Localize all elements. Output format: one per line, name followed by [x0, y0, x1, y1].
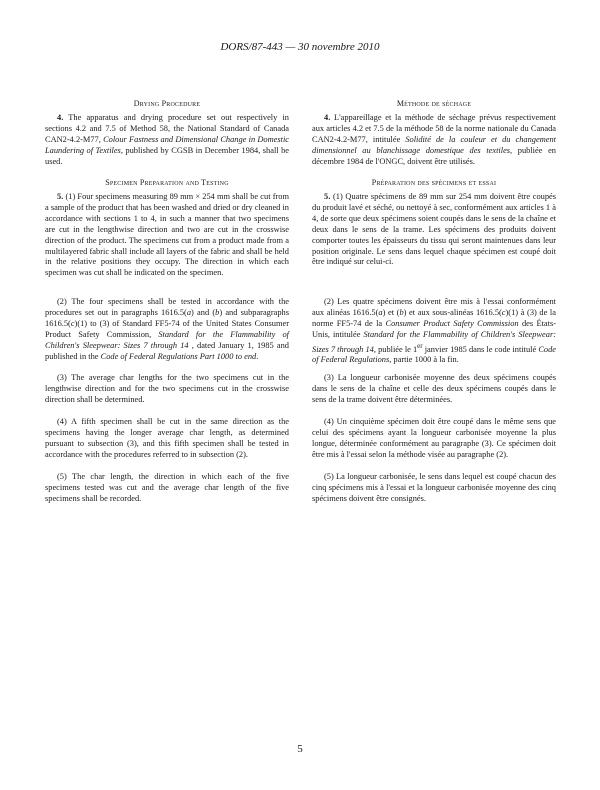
text: )(1) to (3) of Standard FF5-74 of the United States Consumer Product Safety Commission,	[45, 318, 289, 339]
publication-title: Code of Federal Regulations Part 1000 to end	[100, 351, 257, 361]
text: ) et aux sous-alinéas 1616.5(	[403, 307, 502, 317]
text: des États-Unis, intitulée	[312, 318, 557, 339]
italic-letter: b	[399, 307, 404, 317]
text: ) and subparagraphs 1616.5(	[45, 307, 289, 328]
text: (1) Four specimens measuring 89 mm × 254 mm shall be cut from a sample of the product that has been washed and dried or dry cleaned in accordance with sections 1 to 4, in such a manner that two specimens are cut in the lengthwise direction and two are cut in the crosswise direction of the product. The specimens cut from a product made from a multilayered fabric shall include all layers of the fabric and shall be held in the relative positions they occupy. The direction in which each specimen was cut shall be indicated on the specimen.	[45, 192, 290, 278]
text: , publiée le 1	[373, 344, 418, 354]
agency-name: Consumer Product Safety Commission	[385, 318, 519, 328]
text: ) et (	[382, 307, 400, 317]
standard-title: Standard for the Flammability of Children's Sleepwear: Sizes 7 through 14	[45, 329, 289, 350]
publication-title: Code of Federal Regulations	[312, 344, 556, 365]
section-number: 4.	[324, 113, 331, 122]
text: , publiée en décembre 1984 de l'ONGC, doivent être utilisés.	[312, 145, 556, 166]
text: (2) Les quatre spécimens doivent être mis à l'essai conformément aux alinéas 1616.5(	[312, 297, 556, 317]
specimen-preparation-heading: Specimen Preparation and Testing	[105, 178, 229, 187]
text: The apparatus and drying procedure set out respectively in sections 4.2 and 7.5 of Method 58, the National Standard of Canada CAN2-4.2-M77,	[45, 113, 289, 144]
standard-title: Standard for the Flammability of Children's Sleepwear: Sizes 7 through 14	[312, 329, 556, 354]
section-5-5-paragraph: (5) The char length, the direction in which each of the five specimens tested was cut and the average char length of the five specimens shall be recorded.	[45, 472, 289, 503]
article-5-4-paragraph: (4) Un cinquième spécimen doit être coupé dans le même sens que celui des spécimens ayant la longueur carbonisée moyenne la plus longue, déterminée conformément au paragraphe (3). Ce spécimen doit être mis à l'essai selon la méthode visée au paragraphe (2).	[312, 417, 556, 459]
text: (1) Quatre spécimens de 89 mm sur 254 mm doivent être coupés du produit lavé et séché, ou nettoyé à sec, conformément aux articles 1 à 4, de sorte que deux spécimens soient coupés dans le sens de la chaîne et deux dans le sens de la trame. Les spécimens des produits doivent comporter toutes les épaisseurs du tissu qui seront maintenues dans leur position originale. Le sens dans lequel chaque spécimen est coupé doit être indiqué sur celui-ci.	[312, 192, 556, 267]
text: , partie 1000 à la fin.	[389, 355, 459, 365]
article-5-1-paragraph	[312, 192, 556, 268]
article-5-5-paragraph: (5) La longueur carbonisée, le sens dans lequel est coupé chacun des cinq spécimens mis à l'essai et la longueur carbonisée moyenne des cinq spécimens doivent être consignés.	[312, 472, 556, 503]
text: .	[256, 351, 259, 361]
text: (2) The four specimens shall be tested in accordance with the procedures set out in paragraphs 1616.5(	[45, 297, 289, 317]
text: janvier 1985 dans le code intitulé	[422, 344, 539, 354]
section-5-3-paragraph: (3) The average char lengths for the two specimens cut in the lengthwise direction and for the two specimens cut in the crosswise direction shall be determined.	[45, 373, 289, 404]
text: )(1) à (3) de la norme FF5-74 de la	[312, 307, 556, 328]
italic-letter: c	[501, 307, 506, 317]
text: L'appareillage et la méthode de séchage prévus respectivement aux articles 4.2 et 7.5 de la méthode 58 de la norme nationale du Canada CAN2-4.2-M77, intitulée	[312, 113, 556, 144]
article-5-3-paragraph: (3) La longueur carbonisée moyenne des deux spécimens coupés dans le sens de la chaîne et celle des deux spécimens coupés dans le sens de la trame doivent être déterminées.	[312, 373, 556, 404]
italic-letter: b	[215, 307, 220, 317]
section-5-4-paragraph: (4) A fifth specimen shall be cut in the same direction as the specimens having the longer average char length, as determined pursuant to subsection (3), and this fifth specimen shall be tested in accordance with the procedures referred to in subsection (2).	[45, 417, 289, 459]
italic-letter: a	[186, 307, 192, 317]
superscript: er	[417, 341, 423, 350]
preparation-specimens-heading: Préparation des spécimens et essai	[371, 178, 497, 187]
article-4-paragraph	[312, 113, 556, 168]
section-4-paragraph	[45, 113, 289, 168]
text: , dated January 1, 1985 and published in the	[45, 340, 289, 361]
article-5-2-paragraph	[312, 297, 556, 366]
page-header: DORS/87-443 — 30 novembre 2010	[220, 41, 380, 53]
drying-procedure-heading: Drying Procedure	[133, 99, 201, 108]
standard-title: Solidité de la couleur et du changement dimensionnel au blanchissage domestique des textiles	[312, 134, 556, 155]
section-5-2-paragraph	[45, 297, 289, 362]
italic-letter: c	[70, 318, 75, 328]
section-number: 5.	[57, 192, 64, 201]
italic-letter: a	[378, 307, 383, 317]
section-number: 5.	[324, 192, 331, 201]
standard-title: Colour Fastness and Dimensional Change in Domestic Laundering of Textiles	[45, 134, 289, 155]
section-number: 4.	[57, 113, 64, 122]
page-number: 5	[297, 743, 303, 755]
text: , published by CGSB in December 1984, shall be used.	[45, 145, 289, 166]
section-5-1-paragraph	[45, 192, 289, 279]
text: ) and (	[191, 307, 216, 317]
methode-sechage-heading: Méthode de séchage	[396, 99, 472, 108]
